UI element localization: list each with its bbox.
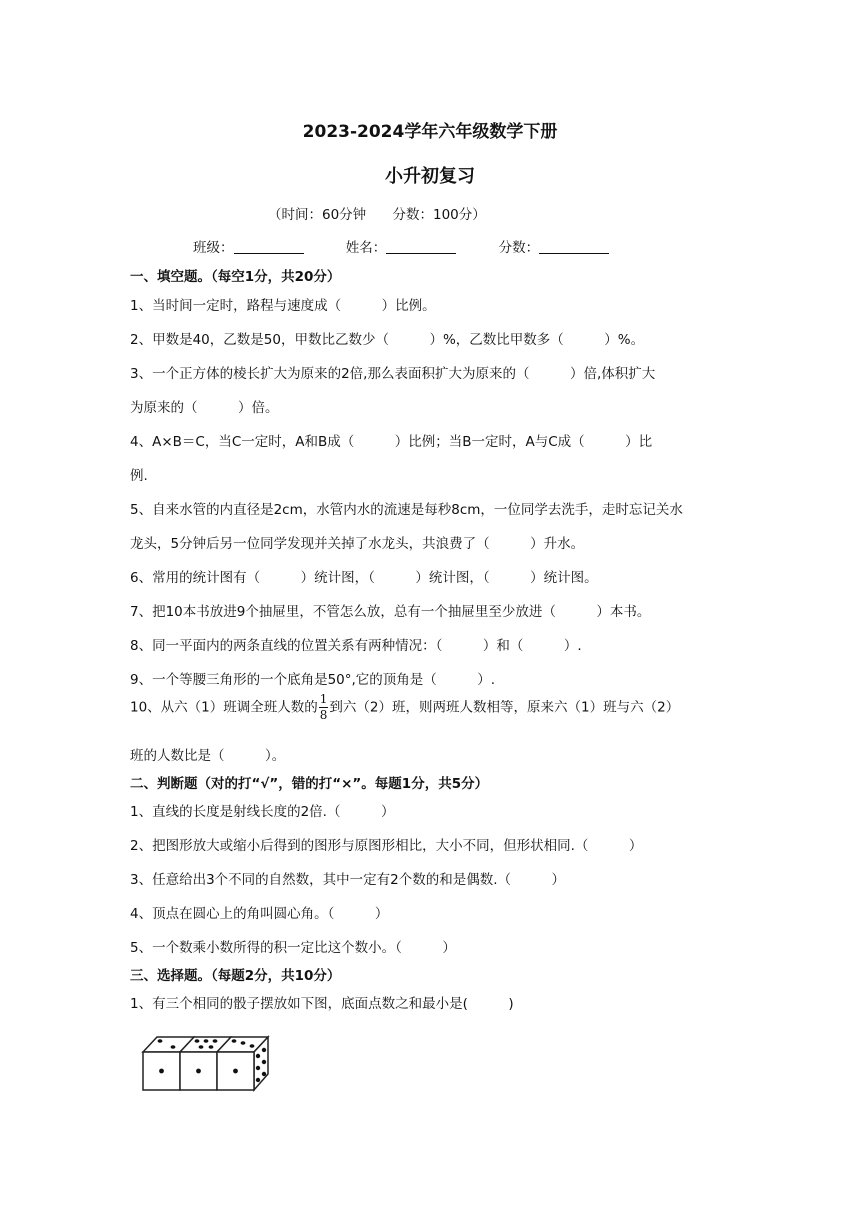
question-line: 5、自来水管的内直径是2cm，水管内水的流速是每秒8cm，一位同学去洗手，走时忘记关水 (130, 502, 683, 518)
score-blank[interactable] (539, 239, 609, 254)
question-line: 4、A×B＝C，当C一定时，A和B成（ ）比例；当B一定时，A与C成（ ）比 (130, 434, 653, 450)
section-heading-true-false: 二、判断题（对的打“√”，错的打“×”。每题1分，共5分） (130, 776, 489, 792)
question-line: 2、把图形放大或缩小后得到的图形与原图形相比，大小不同，但形状相同.（ ） (130, 838, 643, 854)
student-info (193, 236, 647, 256)
question-line: 班的人数比是（ ）。 (130, 748, 286, 764)
page-title: 2023-2024学年六年级数学下册 (302, 122, 558, 142)
question-line: 5、一个数乘小数所得的积一定比这个数小。（ ） (130, 940, 456, 956)
question-line: 3、任意给出3个不同的自然数，其中一定有2个数的和是偶数.（ ） (130, 872, 566, 888)
question-line: 10、从六（1）班调全班人数的 $\frac{1}{8}$ 到六（2）班，则两班人数相等，原来六（1）班与六（2） (130, 692, 680, 722)
question-line: 7、把10本书放进9个抽屉里，不管怎么放，总有一个抽屉里至少放进（ ）本书。 (130, 604, 651, 620)
page-subtitle: 小升初复习 (385, 166, 475, 187)
time-info: （时间：60分钟 (268, 207, 367, 223)
question-line: 4、顶点在圆心上的角叫圆心角。（ ） (130, 906, 389, 922)
score-field: 分数： (499, 236, 610, 256)
question-line: 为原来的（ ）倍。 (130, 400, 279, 416)
dice-figure (140, 1032, 280, 1096)
fraction: $\frac{1}{8}$ (319, 692, 328, 722)
question-line: 例. (130, 468, 148, 484)
question-line: 9、一个等腰三角形的一个底角是50°,它的顶角是（ ）. (130, 672, 496, 688)
name-field: 姓名： (346, 236, 457, 256)
question-line: 3、一个正方体的棱长扩大为原来的2倍,那么表面积扩大为原来的（ ）倍,体积扩大 (130, 366, 656, 382)
class-blank[interactable] (234, 239, 304, 254)
section-heading-fill-blank: 一、填空题。（每空1分，共20分） (130, 269, 341, 285)
question-line: 8、同一平面内的两条直线的位置关系有两种情况：（ ）和（ ）. (130, 638, 582, 654)
question-line: 1、当时间一定时，路程与速度成（ ）比例。 (130, 298, 436, 314)
score-info: 分数：100分） (392, 207, 486, 223)
section-heading-choice: 三、选择题。（每题2分，共10分） (130, 968, 341, 984)
question-line: 1、有三个相同的骰子摆放如下图，底面点数之和最小是( ) (130, 996, 514, 1012)
question-line: 2、甲数是40，乙数是50，甲数比乙数少（ ）%，乙数比甲数多（ ）%。 (130, 332, 645, 348)
name-blank[interactable] (386, 239, 456, 254)
question-line: 龙头，5分钟后另一位同学发现并关掉了水龙头，共浪费了（ ）升水。 (130, 536, 585, 552)
question-line: 1、直线的长度是射线长度的2倍.（ ） (130, 804, 395, 820)
class-field: 班级： (193, 236, 304, 256)
exam-meta (268, 203, 508, 223)
question-line: 6、常用的统计图有（ ）统计图，（ ）统计图，（ ）统计图。 (130, 570, 598, 586)
